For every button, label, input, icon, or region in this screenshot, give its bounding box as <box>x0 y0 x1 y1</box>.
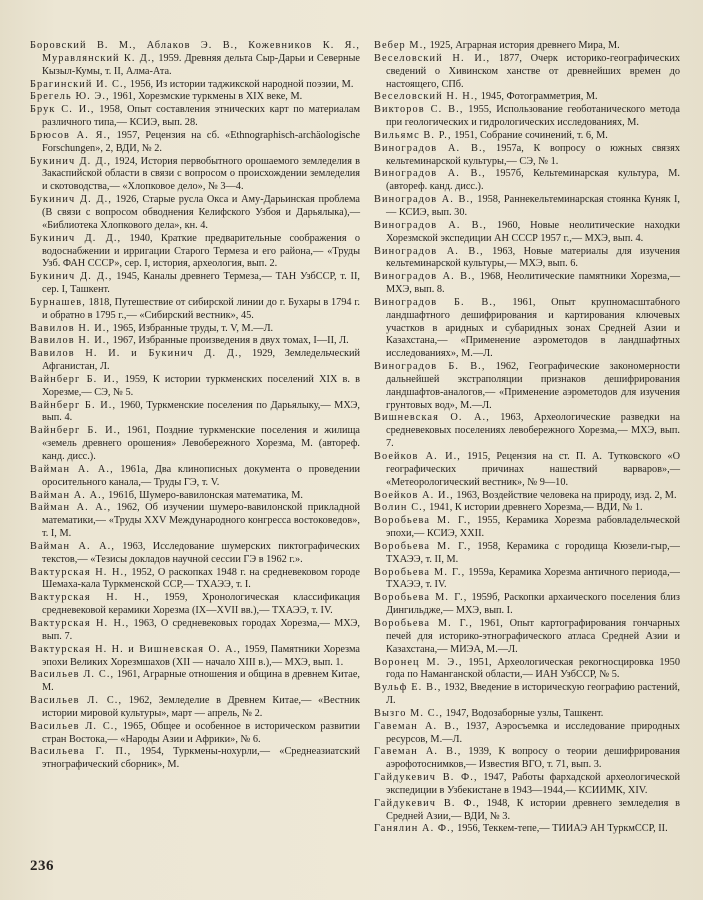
entry-text: 1959, Памятники Хорезма эпохи Великих Хорезмшахов (XII — начало XIII в.),— МХЭ, вып. 1. <box>42 643 360 668</box>
entry-author: Виноградов А. В., <box>374 168 486 180</box>
bibliography-entry <box>30 695 360 721</box>
bibliography-entry <box>374 297 680 361</box>
entry-author: Виноградов А. В., <box>374 245 484 257</box>
entry-text: 1955, Использование геоботанического метода при геологических и гидрологических исследованиях, М. <box>386 104 681 129</box>
bibliography-entry <box>30 618 360 644</box>
bibliography-entry <box>30 541 360 567</box>
entry-text: 1957б, Кельтеминарская культура, М. (автореф. канд. дисс.). <box>386 168 680 193</box>
bibliography-entry <box>30 297 360 323</box>
entry-author: Васильев Л. С., <box>30 720 119 732</box>
entry-text: 1941, К истории древнего Хорезма,— ВДИ, № 1. <box>426 502 643 514</box>
entry-author: Веселовский Н. И., <box>374 52 491 64</box>
bibliography-entry <box>374 490 680 503</box>
entry-text: 1956, Теккем-тепе,— ТИИАЭ АН ТуркмССР, II. <box>454 823 668 835</box>
entry-text: 1925, Аграрная история древнего Мира, М. <box>427 40 620 51</box>
entry-author: Букинич Д. Д., <box>30 155 112 167</box>
entry-text: 1915, Рецензия на ст. П. А. Тутковского «О географических причинах нашествий варваров»,— «Метеорологический вестник», № 9—10. <box>386 451 680 488</box>
bibliography-entry <box>374 168 680 194</box>
bibliography-entry <box>374 798 680 824</box>
entry-author: Волин С., <box>374 502 427 514</box>
bibliography-entry <box>30 79 360 92</box>
entry-author: Виноградов Б. В., <box>374 296 497 308</box>
bibliography-entry <box>374 130 680 143</box>
bibliography-entry <box>374 40 680 53</box>
entry-text: 1961б, Шумеро-вавилонская математика, М. <box>105 489 303 501</box>
bibliography-entry <box>374 567 680 593</box>
entry-text: 1939, К вопросу о теории дешифрирования аэрофотоснимков,— Известия ВГО, т. 71, вып. 3. <box>386 746 680 771</box>
entry-text: 1963, Археологические разведки на средневековых поселениях левобережного Хорезма,— МХЭ, вып. 7. <box>386 412 681 450</box>
entry-text: 1962, Об изучении шумеро-вавилонской прикладной математики,— «Труды XXV Международного конгресса востоковедов», т. I, М. <box>42 502 360 540</box>
entry-text: 1961, Опыт крупномасштабного ландшафтного дешифрирования и картирования ключевых участков в аридных и субаридных зонах Средней Азии и Казахстана,— «Применение аэрометодов в ландшафтных исследованиях», М.—Л. <box>386 296 680 360</box>
entry-text: 1959. Древняя дельта Сыр-Дарьи и Северные Кызыл-Кумы, т. II, Алма-Ата. <box>42 52 360 77</box>
entry-text: 1959, Хронологическая классификация средневековой керамики Хорезма (IX—XVII вв.),— ТХАЭЭ, т. IV. <box>42 592 360 617</box>
entry-author: Вавилов Н. И., <box>30 335 111 347</box>
entry-text: 1967, Избранные произведения в двух томах, I—II, Л. <box>110 335 349 347</box>
bibliography-entry <box>30 721 360 747</box>
bibliography-entry <box>374 708 680 721</box>
bibliography-entry <box>30 374 360 400</box>
entry-text: 1965, Общее и особенное в историческом развитии стран Востока,— «Народы Азии и Африки», № 6. <box>42 720 360 745</box>
bibliography-entry <box>374 412 680 451</box>
entry-text: 1963, Исследование шумерских пиктографических текстов,— «Тезисы докладов научной сессии ГЭ в 1962 г.». <box>42 540 360 565</box>
entry-author: Виноградов А. В., <box>374 271 476 283</box>
entry-text: 1957а, К вопросу о южных связях кельтеминарской культуры,— СЭ, № 1. <box>386 142 680 167</box>
entry-author: Брегель Ю. Э., <box>30 91 110 103</box>
entry-text: 1957, Рецензия на сб. «Ethnographisch-archäologische Forschungen», 2, ВДИ, № 2. <box>42 129 360 154</box>
bibliography-entry <box>30 592 360 618</box>
bibliography-entry <box>30 746 360 772</box>
entry-author: Виноградов Б. В., <box>374 361 486 373</box>
bibliography-entry <box>374 746 680 772</box>
entry-author: Вактурская Н. Н., <box>30 566 128 578</box>
entry-author: Брук С. И., <box>30 104 95 116</box>
entry-author: Букинич Д. Д., <box>30 232 122 244</box>
entry-text: 1961, Хорезмские туркмены в XIX веке, М. <box>109 91 303 103</box>
entry-author: Ганялин А. Ф., <box>374 823 455 835</box>
bibliography-entry <box>374 772 680 798</box>
bibliography-entry <box>374 592 680 618</box>
bibliography-entry <box>30 644 360 670</box>
bibliography-entry <box>374 271 680 297</box>
bibliography-entry <box>30 348 360 374</box>
entry-author: Вактурская Н. Н., <box>30 592 150 604</box>
entry-text: 1961, Аграрные отношения и община в древнем Китае, М. <box>42 669 360 694</box>
entry-author: Виноградов А. В., <box>374 142 487 154</box>
entry-author: Викторов С. В., <box>374 104 464 116</box>
bibliography-entry <box>30 464 360 490</box>
bibliography-entry <box>374 502 680 515</box>
bibliography-entry <box>374 451 680 490</box>
entry-author: Гайдукевич В. Ф., <box>374 772 478 784</box>
entry-text: 1958, Раннекельтеминарская стоянка Куняк I,— КСИЭ, вып. 30. <box>386 194 681 218</box>
entry-text: 1948, К истории древнего земледелия в Средней Азии,— ВДИ, № 3. <box>386 797 681 822</box>
entry-text: 1961, Опыт картографирования гончарных печей для историко-этнографического атласа Средней Азии и Казахстана,— МИЭА, М.—Л. <box>386 617 680 655</box>
bibliography-entry <box>30 104 360 130</box>
entry-text: 1952, О раскопках 1948 г. на средневековом городе Шемаха-кала Туркменской ССР,— ТХАЭЭ, т. I. <box>42 566 360 591</box>
entry-author: Воейков А. И., <box>374 489 454 501</box>
bibliography-entry <box>374 53 680 92</box>
entry-text: 1959а, Керамика Хорезма античного периода,— ТХАЭЭ, т. IV. <box>386 566 680 591</box>
entry-text: 1965, Избранные труды, т. V, М.—Л. <box>110 322 274 334</box>
entry-author: Вавилов Н. И., <box>30 322 111 334</box>
entry-author: Воробьева М. Г., <box>374 566 466 578</box>
entry-text: 1962, Земледелие в Древнем Китае,— «Вестник истории мировой культуры», март — апрель, № 2. <box>42 695 360 719</box>
entry-author: Вишневская О. А., <box>374 412 490 424</box>
entry-author: Веселовский Н. Н., <box>374 91 479 103</box>
bibliography-entry <box>30 156 360 195</box>
bibliography-entry <box>30 502 360 541</box>
entry-author: Гайдукевич В. Ф., <box>374 797 480 809</box>
entry-author: Васильев Л. С., <box>30 669 115 681</box>
entry-text: 1959, К истории туркменских поселений XIX в. в Хорезме,— СЭ, № 5. <box>42 373 360 398</box>
bibliography-entry <box>30 490 360 503</box>
entry-author: Вайнберг Б. И., <box>30 399 117 411</box>
entry-text: 1932, Введение в историческую географию растений, Л. <box>386 682 681 707</box>
bibliography-entry <box>374 515 680 541</box>
page-number: 236 <box>30 858 54 874</box>
entry-text: 1945, Каналы древнего Термеза,— ТАН УзбССР, т. II, сер. I, Ташкент. <box>42 271 360 296</box>
bibliography-entry <box>30 425 360 464</box>
entry-text: 1951, Собрание сочинений, т. 6, М. <box>451 129 608 141</box>
entry-author: Вайнберг Б. И., <box>30 373 120 385</box>
bibliography-entry <box>30 233 360 272</box>
entry-author: Воробьева М. Г., <box>374 540 472 552</box>
entry-text: 1961, Поздние туркменские поселения и жилища «земель древнего орошения» Левобережного Хорезма, М. (автореф. канд. дисс.). <box>42 425 360 462</box>
bibliography-entry <box>374 104 680 130</box>
entry-text: 1968, Неолитические памятники Хорезма,— МХЭ, вып. 8. <box>386 271 680 296</box>
entry-author: Вызго М. С., <box>374 707 444 719</box>
bibliography-entry <box>374 194 680 220</box>
entry-text: 1958, Опыт составления этнических карт по материалам различного типа,— КСИЭ, вып. 28. <box>42 104 360 129</box>
bibliography-entry <box>374 823 680 836</box>
entry-author: Виноградов А. В., <box>374 219 487 231</box>
bibliography-entry <box>30 669 360 695</box>
entry-author: Воронец М. Э., <box>374 656 463 668</box>
entry-text: 1947, Работы фархадской археологической экспедиции в Узбекистане в 1943—1944,— КСИИМК, XIV. <box>386 772 681 796</box>
bibliography-entry <box>374 657 680 683</box>
entry-author: Вайман А. А., <box>30 502 112 514</box>
entry-text: 1956, Из истории таджикской народной поэзии, М. <box>127 78 354 90</box>
entry-author: Воейков А. И., <box>374 451 461 462</box>
entry-author: Вавилов Н. И. и Букинич Д. Д., <box>30 348 243 360</box>
bibliography-entry <box>30 567 360 593</box>
entry-text: 1963, О средневековых городах Хорезма,— МХЭ, вып. 7. <box>42 617 360 642</box>
bibliography-entry <box>374 541 680 567</box>
entry-text: 1818, Путешествие от сибирской линии до г. Бухары в 1794 г. и обратно в 1795 г.,— «Сибирский вестник», 45. <box>42 296 360 321</box>
entry-author: Виноградов А. В., <box>374 194 474 206</box>
entry-text: 1961а, Два клинописных документа о проведении оросительного канала,— Труды ГЭ, т. V. <box>42 463 360 488</box>
bibliography-entry <box>30 91 360 104</box>
entry-text: 1962, Географические закономерности дальнейшей экстраполяции признаков дешифрирования ландшафтов-аналогов,— «Применение аэрометодов для изучения грунтовых вод», М.—Л. <box>386 361 680 411</box>
entry-text: 1954, Туркмены-нохурли,— «Среднеазиатский этнографический сборник», М. <box>42 746 361 771</box>
entry-text: 1963, Воздействие человека на природу, изд. 2, М. <box>453 489 677 501</box>
entry-author: Воробьева М. Г., <box>374 515 472 527</box>
bibliography-entry <box>374 618 680 657</box>
entry-author: Воробьева М. Г., <box>374 592 468 604</box>
entry-author: Вебер М., <box>374 40 428 51</box>
bibliography-entry <box>374 143 680 169</box>
entry-author: Воробьева М. Г., <box>374 617 473 629</box>
entry-author: Гавеман А. В., <box>374 720 460 732</box>
entry-text: 1947, Водозаборные узлы, Ташкент. <box>443 707 604 719</box>
bibliography-entry <box>30 335 360 348</box>
entry-text: 1945, Фотограмметрия, М. <box>478 91 598 103</box>
bibliography-column-right <box>374 40 680 836</box>
entry-text: 1960, Новые неолитические находки Хорезмской экспедиции АН СССР 1957 г.,— МХЭ, вып. 4. <box>386 219 680 244</box>
entry-author: Букинич Д. Д., <box>30 271 113 283</box>
bibliography-entry <box>30 194 360 233</box>
entry-text: 1959б, Раскопки архаического поселения близ Дингильдже,— МХЭ, вып. I. <box>386 592 680 617</box>
bibliography-entry <box>374 361 680 412</box>
entry-author: Букинич Д. Д., <box>30 194 113 206</box>
bibliography-entry <box>30 130 360 156</box>
entry-author: Вактурская Н. Н., <box>30 617 130 629</box>
entry-text: 1955, Керамика Хорезма рабовладельческой эпохи,— КСИЭ, XXII. <box>386 515 680 540</box>
entry-author: Брагинский И. С., <box>30 78 128 90</box>
entry-author: Бурнашев, <box>30 296 86 308</box>
entry-author: Вайман А. А., <box>30 463 114 475</box>
entry-author: Вактурская Н. Н. и Вишневская О. А., <box>30 643 241 655</box>
entry-text: 1926, Старые русла Окса и Аму-Дарьинская проблема (В связи с вопросом обводнения Келифского Узбоя и Дарьялыка),— «Библиотека Хлопкового дела», кн. 4. <box>42 194 360 231</box>
bibliography-entry <box>30 323 360 336</box>
bibliography-entry <box>374 246 680 272</box>
entry-text: 1960, Туркменские поселения по Дарьялыку,— МХЭ, вып. 4. <box>42 399 360 424</box>
entry-author: Васильева Г. П., <box>30 746 132 758</box>
entry-text: 1963, Новые материалы для изучения кельтеминарской культуры,— МХЭ, вып. 6. <box>386 245 680 270</box>
entry-author: Вильямс В. Р., <box>374 129 452 141</box>
entry-text: 1951, Археологическая рекогносцировка 1950 года по Наманганской области,— ИАН УзбССР, № 5. <box>386 656 680 681</box>
entry-author: Брюсов А. Я., <box>30 129 111 141</box>
bibliography-entry <box>30 400 360 426</box>
bibliography-entry <box>30 271 360 297</box>
bibliography-entry <box>374 682 680 708</box>
bibliography-column-left <box>30 40 360 772</box>
entry-author: Гавеман А. В., <box>374 746 462 758</box>
entry-author: Боровский В. М., Аблаков Э. В., Кожевников К. Я., Муравлянский К. Д., <box>30 40 360 64</box>
entry-text: 1929, Земледельческий Афганистан, Л. <box>42 348 360 373</box>
bibliography-entry <box>30 40 360 79</box>
entry-text: 1924, История первобытного орошаемого земледелия в Закаспийской области в связи с вопросом о происхождении земледелия и скотоводства,— «Хлопковое дело», № 3—4. <box>42 155 360 193</box>
bibliography-entry <box>374 721 680 747</box>
entry-text: 1877, Очерк историко-географических сведений о Хивинском ханстве от древнейших времен до настоящего, СПб. <box>386 52 680 90</box>
entry-author: Вайман А. А., <box>30 540 115 552</box>
entry-author: Васильев Л. С., <box>30 695 123 707</box>
entry-author: Вульф Е. В., <box>374 682 442 694</box>
bibliography-entry <box>374 91 680 104</box>
entry-text: 1940, Краткие предварительные соображения о водоснабжении и ирригации Старого Термеза и его района,— «Труды Узб. ФАН СССР», сер. I, история, археология, вып. 2. <box>42 232 360 270</box>
entry-author: Вайман А. А., <box>30 489 106 501</box>
entry-text: 1958, Керамика с городища Кюзели-гыр,— ТХАЭЭ, т. II, М. <box>386 540 680 565</box>
entry-author: Вайнберг Б. И., <box>30 425 121 437</box>
entry-text: 1937, Аэросъемка и исследование природных ресурсов, М.—Л. <box>386 720 680 745</box>
bibliography-entry <box>374 220 680 246</box>
